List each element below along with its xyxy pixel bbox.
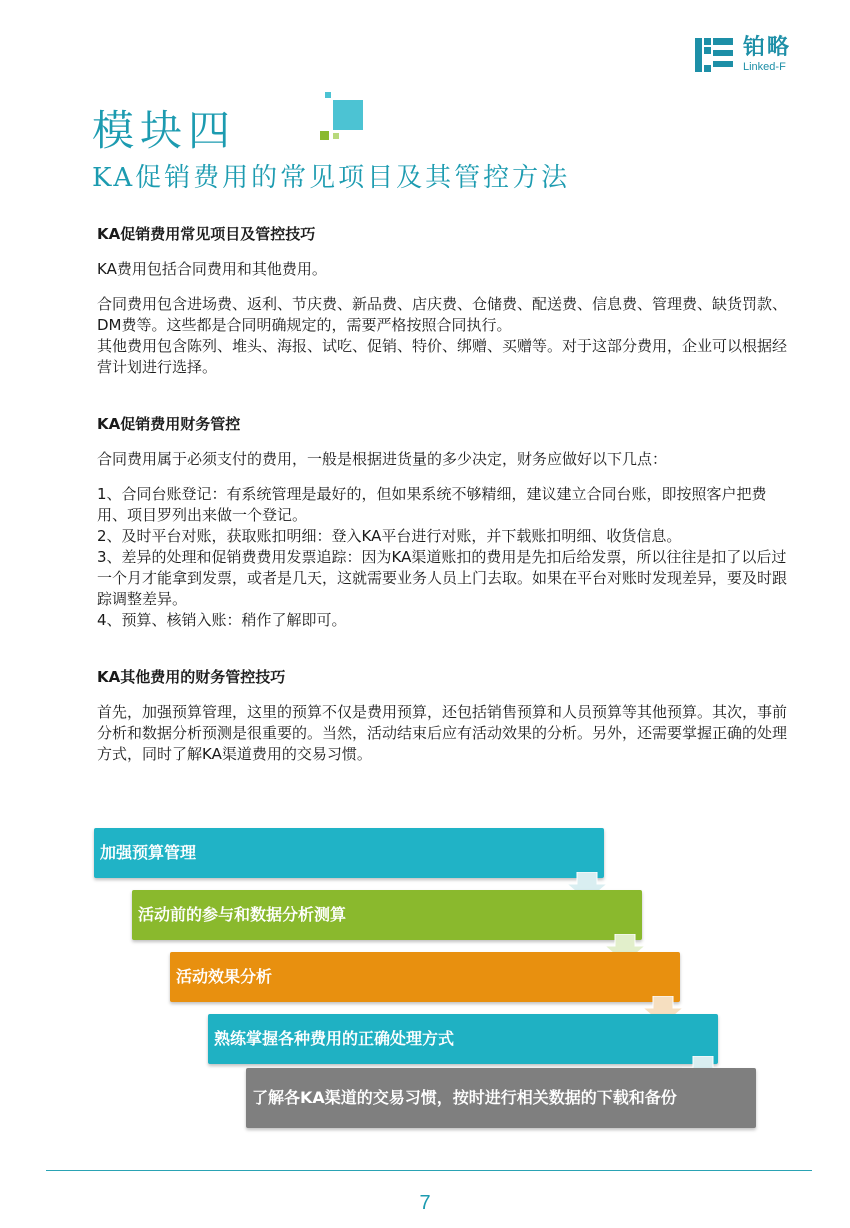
logo-name: 铂略 (743, 35, 792, 60)
step-bar-3 (170, 952, 680, 1002)
list-item: 4、预算、核销入账：稍作了解即可。 (97, 611, 347, 629)
footer-divider (46, 1170, 812, 1171)
list-item: 2、及时平台对账，获取账扣明细：登入KA平台进行对账，并下载账扣明细、收货信息。 (97, 527, 682, 545)
step-bar-4 (208, 1014, 718, 1064)
section-heading: KA促销费用常见项目及管控技巧 (97, 225, 316, 243)
decor-square-teal-large (333, 100, 363, 130)
step-label: 了解各KA渠道的交易习惯，按时进行相关数据的下载和备份 (252, 1088, 677, 1107)
paragraph: 合同费用包含进场费、返利、节庆费、新品费、店庆费、仓储费、配送费、信息费、管理费、缺货罚款、DM费等。这些都是合同明确规定的，需要严格按照合同执行。 (97, 295, 788, 334)
section-heading: KA促销费用财务管控 (97, 415, 241, 433)
step-bar-2 (132, 890, 642, 940)
list-item: 1、合同台账登记：有系统管理是最好的，但如果系统不够精细，建议建立合同台账，即按照客户把费用、项目罗列出来做一个登记。 (97, 485, 767, 524)
step-bar-5 (246, 1068, 756, 1128)
decor-square-green (320, 131, 329, 140)
step-label: 活动效果分析 (176, 967, 273, 986)
step-label: 加强预算管理 (100, 843, 197, 862)
list-item: 3、差异的处理和促销费费用发票追踪：因为KA渠道账扣的费用是先扣后给发票，所以往往是扣了以后过一个月才能拿到发票，或者是几天，这就需要业务人员上门去取。如果在平台对账时发现差异，要及时跟踪调整差异。 (97, 548, 788, 608)
company-logo (693, 36, 813, 76)
article-body (97, 224, 787, 765)
page-title: 模块四 (92, 106, 237, 155)
logo-mark-icon (693, 36, 737, 74)
step-bar-1 (94, 828, 604, 878)
paragraph: 首先，加强预算管理，这里的预算不仅是费用预算，还包括销售预算和人员预算等其他预算。其次，事前分析和数据分析预测是很重要的。当然，活动结束后应有活动效果的分析。另外，还需要掌握正确的处理方式，同时了解KA渠道费用的交易习惯。 (97, 703, 788, 763)
logo-subtitle: Linked-F (743, 61, 786, 73)
page-number: 7 (419, 1192, 431, 1214)
step-label: 活动前的参与和数据分析测算 (138, 905, 347, 924)
section-heading: KA其他费用的财务管控技巧 (97, 668, 286, 686)
page-subtitle: KA促销费用的常见项目及其管控方法 (92, 163, 571, 193)
decor-square-teal-small (325, 92, 331, 98)
decor-square-green-small (333, 133, 339, 139)
paragraph: KA费用包括合同费用和其他费用。 (97, 260, 327, 278)
step-label: 熟练掌握各种费用的正确处理方式 (214, 1029, 455, 1048)
paragraph: 其他费用包含陈列、堆头、海报、试吃、促销、特价、绑赠、买赠等。对于这部分费用，企业可以根据经营计划进行选择。 (97, 337, 788, 376)
paragraph: 合同费用属于必须支付的费用，一般是根据进货量的多少决定，财务应做好以下几点： (97, 450, 668, 468)
